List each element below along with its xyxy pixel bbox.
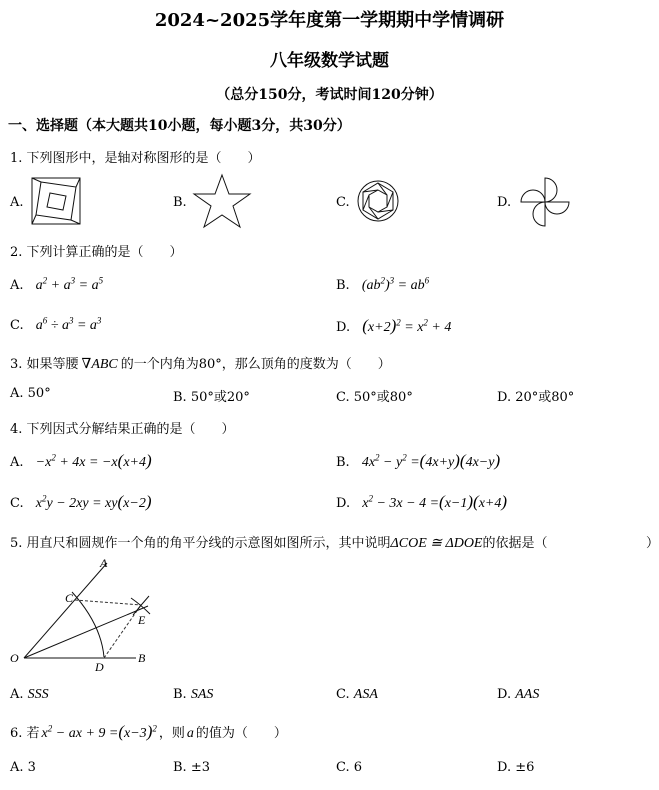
q2-option-d: D. $(x+2)^2 = x^2 + 4$: [336, 316, 452, 335]
q6-option-a: A. 3: [10, 760, 36, 775]
q2-option-c-label: C.: [10, 318, 24, 333]
q3-option-c: C. 50°或80°: [336, 390, 413, 405]
q5-stem: 5. 用直尺和圆规作一个角的角平分线的示意图如图所示，其中说明ΔCOE ≅ ΔDOE的依据是（: [10, 536, 548, 551]
q2-option-d-label: D.: [336, 320, 351, 335]
q1-option-a-square-figure: [31, 177, 81, 225]
q6-option-d: D. ±6: [497, 760, 535, 775]
label-c: C: [65, 591, 74, 605]
q6-option-c: C. 6: [336, 760, 363, 775]
bisector-oe: [24, 606, 148, 658]
label-b: B: [138, 651, 146, 665]
ray-oa: [24, 563, 107, 658]
q1-option-b-label: B.: [173, 195, 187, 210]
q2-stem: 2. 下列计算正确的是（ ）: [10, 245, 183, 260]
q3-option-d: D. 20°或80°: [497, 390, 575, 405]
q2-option-c: C. $a^6 \div a^3 = a^3$: [10, 315, 102, 333]
label-o: O: [10, 651, 19, 665]
q4-option-a-label: A.: [10, 455, 24, 470]
q1-option-c-hexagon-figure: [355, 178, 401, 224]
q3-option-b: B. 50°或20°: [173, 390, 250, 405]
segment-ce: [75, 600, 141, 605]
q4-option-b-label: B.: [336, 455, 350, 470]
q5-option-b: B. SAS: [173, 687, 214, 702]
q2-option-b: B. $(ab^2)^3 = ab^6$: [336, 275, 430, 293]
label-d: D: [95, 660, 104, 674]
q2-option-b-label: B.: [336, 278, 350, 293]
q4-option-c-label: C.: [10, 496, 24, 511]
q5-angle-bisector-figure: [0, 558, 170, 674]
q1-option-b-star-figure: [192, 173, 252, 229]
q1-option-c-label: C.: [336, 195, 350, 210]
exam-title: 2024~2025学年度第一学期期中学情调研: [154, 10, 505, 31]
q6-option-b: B. ±3: [173, 760, 210, 775]
q5-option-a: A. SSS: [10, 687, 49, 702]
q4-option-a: A. $-x^2 + 4x = -x(x+4)$: [10, 451, 152, 470]
q4-option-b: B. $4x^2 - y^2 =(4x+y)(4x-y)$: [336, 451, 501, 470]
exam-subtitle: 八年级数学试题: [270, 51, 389, 71]
q3-option-a: A. 50°: [10, 386, 51, 401]
q1-stem: 1. 下列图形中，是轴对称图形的是（ ）: [10, 151, 261, 166]
q1-option-d-pinwheel-figure: [518, 176, 572, 228]
q2-option-a: A. $a^2 + a^3 = a^5$: [10, 275, 104, 293]
exam-note: （总分150分，考试时间120分钟）: [216, 87, 443, 103]
section-title: 一、选择题（本大题共10小题，每小题3分，共30分）: [8, 118, 351, 134]
q3-stem: 3. 如果等腰 ∇ABC 的一个内角为80°，那么顶角的度数为（ ）: [10, 357, 391, 372]
q4-option-d: D. $x^2 - 3x - 4 =(x-1)(x+4)$: [336, 492, 508, 511]
q4-stem: 4. 下列因式分解结果正确的是（ ）: [10, 422, 235, 437]
q5-option-d: D. AAS: [497, 687, 540, 702]
arc-cd: [72, 592, 104, 657]
q4-option-c: C. $x^2y - 2xy = xy(x-2)$: [10, 492, 152, 511]
q6-stem: 6. 若 $x^2$ − ax + $9 =(x-3)^2$ ，则 a 的值为（ ）: [10, 722, 287, 741]
q5-stem-close: ）: [646, 536, 659, 551]
q1-option-d-label: D.: [497, 195, 512, 210]
segment-de: [104, 605, 141, 658]
label-e: E: [138, 613, 146, 627]
q1-option-a-label: A.: [10, 195, 24, 210]
q5-option-c: C. ASA: [336, 687, 378, 702]
q4-option-d-label: D.: [336, 496, 351, 511]
q2-option-a-label: A.: [10, 278, 24, 293]
label-a: A: [100, 556, 108, 570]
